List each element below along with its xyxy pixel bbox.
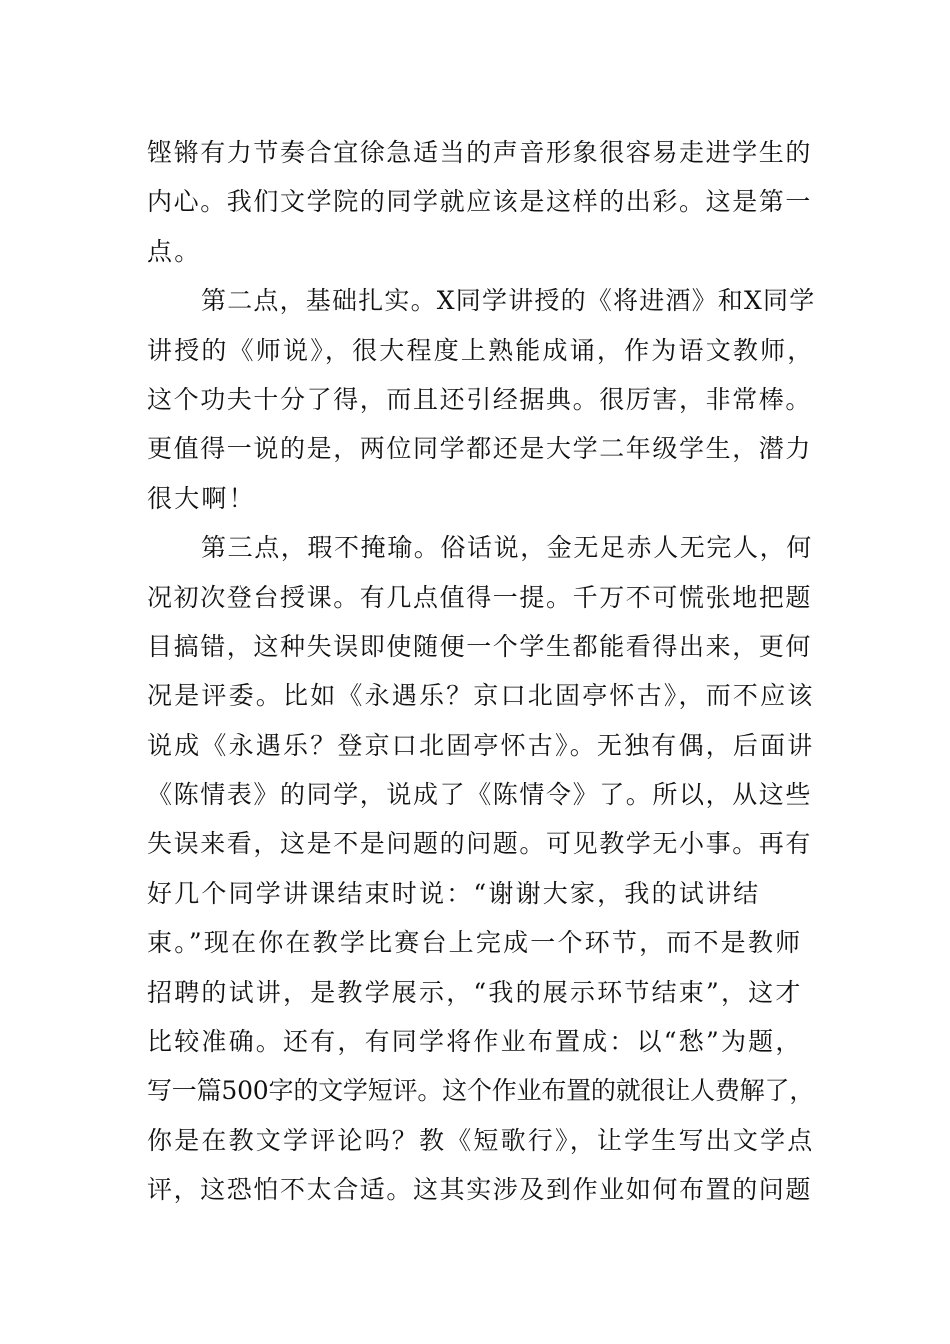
paragraph-start-line: 第三点，瑕不掩瑜。俗话说，金无足赤人无完人，何	[201, 533, 813, 563]
text-line: 《陈情表》的同学，说成了《陈情令》了。所以，从这些	[147, 780, 813, 810]
text-line: 束。”现在你在教学比赛台上完成一个环节，而不是教师	[147, 928, 803, 958]
text-line: 这个功夫十分了得，而且还引经据典。很厉害，非常棒。	[147, 384, 813, 414]
text-line: 好几个同学讲课结束时说：“谢谢大家，我的试讲结	[147, 878, 761, 908]
text-line: 评，这恐怕不太合适。这其实涉及到作业如何布置的问题	[147, 1175, 813, 1205]
text-line: 点。	[147, 236, 202, 266]
text-line: 内心。我们文学院的同学就应该是这样的出彩。这是第一	[147, 187, 813, 217]
text-line: 写一篇500字的文学短评。这个作业布置的就很让人费解了，	[147, 1076, 815, 1106]
document-body	[147, 128, 815, 1215]
text-line: 况是评委。比如《永遇乐？京口北固亭怀古》，而不应该	[147, 681, 815, 711]
text-line: 你是在教文学评论吗？教《短歌行》，让学生写出文学点	[147, 1125, 815, 1155]
text-line: 比较准确。还有，有同学将作业布置成：以“愁”为题，	[147, 1027, 803, 1057]
text-line: 更值得一说的是，两位同学都还是大学二年级学生，潜力	[147, 434, 813, 464]
text-line: 很大啊！	[147, 483, 256, 513]
text-line: 况初次登台授课。有几点值得一提。千万不可慌张地把题	[147, 582, 813, 612]
text-line: 失误来看，这是不是问题的问题。可见教学无小事。再有	[147, 829, 813, 859]
text-line: 招聘的试讲，是教学展示，“我的展示环节结束”，这才	[147, 977, 803, 1007]
paragraph-start-line: 第二点，基础扎实。X同学讲授的《将进酒》和X同学	[201, 286, 816, 316]
text-line: 铿锵有力节奏合宜徐急适当的声音形象很容易走进学生的	[147, 138, 813, 167]
text-line: 目搞错，这种失误即使随便一个学生都能看得出来，更何	[147, 631, 813, 661]
text-line: 说成《永遇乐？登京口北固亭怀古》。无独有偶，后面讲	[147, 730, 815, 760]
text-line: 讲授的《师说》，很大程度上熟能成诵，作为语文教师，	[147, 335, 815, 365]
